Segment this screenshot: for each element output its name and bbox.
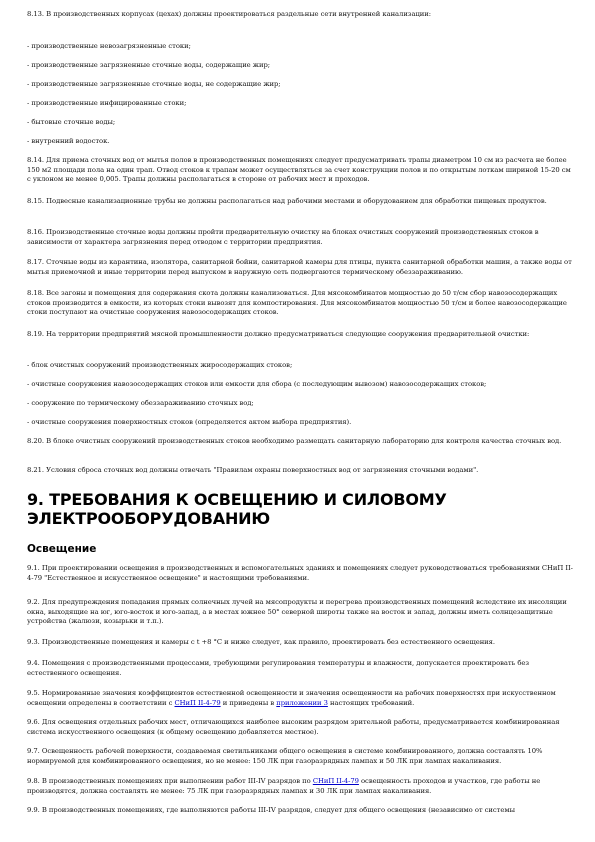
paragraph: 8.15. Подвесные канализационные трубы не должны располагаться над рабочими местами и оборудованием для обработки пищевых продуктов. xyxy=(27,197,547,205)
paragraph: 8.19. На территории предприятий мясной промышленности должно предусматриваться следующие сооружения предварительной очистки: xyxy=(27,330,530,338)
list-item-text: - производственные загрязненные сточные воды, не содержащие жир; xyxy=(27,80,281,88)
list-item xyxy=(27,418,573,428)
list-item-text: - блок очистных сооружений производственных жиросодержащих стоков; xyxy=(27,361,293,369)
clause-9-6 xyxy=(27,718,573,737)
list-item-text: - бытовые сточные воды; xyxy=(27,118,116,126)
paragraph: 8.20. В блоке очистных сооружений производственных стоков необходимо размещать санитарную лабораторию для контроля качества сточных вод. xyxy=(27,437,562,445)
paragraph: 9.6. Для освещения отдельных рабочих мест, отличающихся наиболее высоким разрядом зрительной работы, предусматривается комбинированная система искусственного освещения (к общему освещению добавляется местное). xyxy=(27,718,560,736)
clause-8-21 xyxy=(27,466,573,476)
section-9-heading xyxy=(27,490,573,528)
clause-8-19 xyxy=(27,330,573,340)
list-item xyxy=(27,361,573,371)
list-item xyxy=(27,399,573,409)
paragraph xyxy=(27,689,573,708)
paragraph: 9.9. В производственных помещениях, где выполняются работы III-IV разрядов, следует для общего освещения (независимо от системы xyxy=(27,806,515,814)
clause-9-5 xyxy=(27,689,573,708)
paragraph xyxy=(27,777,573,796)
list-item-text: - производственные загрязненные сточные воды, содержащие жир; xyxy=(27,61,270,69)
list-item xyxy=(27,380,573,390)
clause-9-1 xyxy=(27,564,573,583)
clause-8-13 xyxy=(27,10,573,20)
clause-8-20 xyxy=(27,437,573,447)
clause-9-3 xyxy=(27,638,573,648)
list-item xyxy=(27,42,573,52)
subsection-title: Освещение xyxy=(27,543,97,555)
clause-8-15 xyxy=(27,197,573,207)
appendix-3-link[interactable]: приложении 3 xyxy=(276,698,328,707)
list-item-text: - внутренний водосток. xyxy=(27,137,110,145)
list-item-text: - очистные сооружения навозосодержащих стоков или емкости для сбора (с последующим вывозом) навозосодержащих стоков; xyxy=(27,380,487,388)
paragraph: 8.21. Условия сброса сточных вод должны отвечать "Правилам охраны поверхностных вод от загрязнения сточными водами". xyxy=(27,466,479,474)
text-run: настоящих требований. xyxy=(327,698,415,707)
list-item-text: - производственные инфицированные стоки; xyxy=(27,99,187,107)
paragraph: 8.16. Производственные сточные воды должны пройти предварительную очистку на блоках очистных сооружений производственных стоков в зависимости от характера загрязнения перед отводом с территории предприятия. xyxy=(27,228,539,246)
paragraph: 8.18. Все загоны и помещения для содержания скота должны канализоваться. Для мясокомбинатов мощностью до 50 т/см сбор навозосодержащих стоков производится в емкости, из которых стоки вывозят для компостирования. Для мясокомбинатов мощностью 50 т/см и более навозосодержащие стоки поступают на очистные сооружения навозосодержащих стоков. xyxy=(27,289,567,317)
list-item xyxy=(27,61,573,71)
list-item xyxy=(27,80,573,90)
clause-9-4 xyxy=(27,659,573,678)
paragraph: 9.1. При проектировании освещения в производственных и вспомогательных зданиях и помещениях следует руководствоваться требованиями СНиП II-4-79 "Естественное и искусственное освещение" и настоящими требованиями. xyxy=(27,564,573,582)
list-item-text: - производственные невозагрязненные стоки; xyxy=(27,42,191,50)
paragraph: 8.17. Сточные воды из карантина, изолятора, санитарной бойни, санитарной камеры для птицы, пункта санитарной обработки машин, а также воды от мытья приемочной и иные территории перед выпуском в наружную сеть подвергаются термическому обеззараживанию. xyxy=(27,258,572,276)
paragraph: 8.13. В производственных корпусах (цехах) должны проектироваться раздельные сети внутренней канализации: xyxy=(27,10,431,18)
text-run: 9.5. Нормированные значения коэффициентов естественной освещенности и значения освещенности на рабочих поверхностях при искусственном освещении определены в соответствии с xyxy=(27,689,556,707)
paragraph: 9.7. Освещенность рабочей поверхности, создаваемая светильниками общего освещения в системе комбинированного, должна составлять 10% нормируемой для комбинированного освещения, но не менее: 150 ЛК при газоразрядных лампах и 50 ЛК при лампах накаливания. xyxy=(27,747,543,765)
clause-9-7 xyxy=(27,747,573,766)
clause-8-16 xyxy=(27,228,573,247)
section-title: 9. ТРЕБОВАНИЯ К ОСВЕЩЕНИЮ И СИЛОВОМУ ЭЛЕКТРООБОРУДОВАНИЮ xyxy=(27,490,447,528)
subsection-heading xyxy=(27,543,573,556)
clause-8-14 xyxy=(27,156,573,185)
text-run: и приведены в xyxy=(220,698,277,707)
snip-link[interactable]: СНиП II-4-79 xyxy=(174,698,221,707)
list-item-text: - сооружение по термическому обеззараживанию сточных вод; xyxy=(27,399,254,407)
list-item xyxy=(27,118,573,128)
list-item xyxy=(27,137,573,147)
text-run: 9.8. В производственных помещениях при выполнении работ III-IV разрядов по xyxy=(27,777,313,785)
paragraph: 8.14. Для приема сточных вод от мытья полов в производственных помещениях следует предусматривать трапы диаметром 10 см из расчета не более 150 м2 площади пола на один трап. Отвод стоков к трапам может осуществляться за счет конструкции полов и по открытым лоткам шириной 15-20 см с уклоном не менее 0,005. Трапы должны располагаться в стороне от рабочих мест и проходов. xyxy=(27,156,571,184)
text-run: освещенность проходов и участков, где работы не производятся, должна составлять не менее: 75 ЛК при газоразрядных лампах и 30 ЛК при лампах накаливания. xyxy=(27,777,541,795)
snip-link[interactable]: СНиП II-4-79 xyxy=(312,777,359,785)
clause-9-8 xyxy=(27,777,573,796)
list-item-text: - очистные сооружения поверхностных стоков (определяется актом выбора предприятия). xyxy=(27,418,352,426)
paragraph: 9.4. Помещения с производственными процессами, требующими регулирования температуры и влажности, допускается проектировать без естественного освещения. xyxy=(27,659,530,677)
clause-9-2 xyxy=(27,598,573,627)
clause-9-9 xyxy=(27,806,573,816)
paragraph: 9.3. Производственные помещения и камеры с t +8 °С и ниже следует, как правило, проектировать без естественного освещения. xyxy=(27,638,496,646)
clause-8-17 xyxy=(27,258,573,277)
list-item xyxy=(27,99,573,109)
clause-8-18 xyxy=(27,289,573,318)
paragraph: 9.2. Для предупреждения попадания прямых солнечных лучей на мясопродукты и перегрева производственных помещений вследствие их инсоляции окна, выходящие на юг, юго-восток и юго-запад, а в местах южнее 50° северной широты также на восток и запад, должны иметь солнцезащитные устройства (жалюзи, козырьки и т.п.). xyxy=(27,598,567,626)
